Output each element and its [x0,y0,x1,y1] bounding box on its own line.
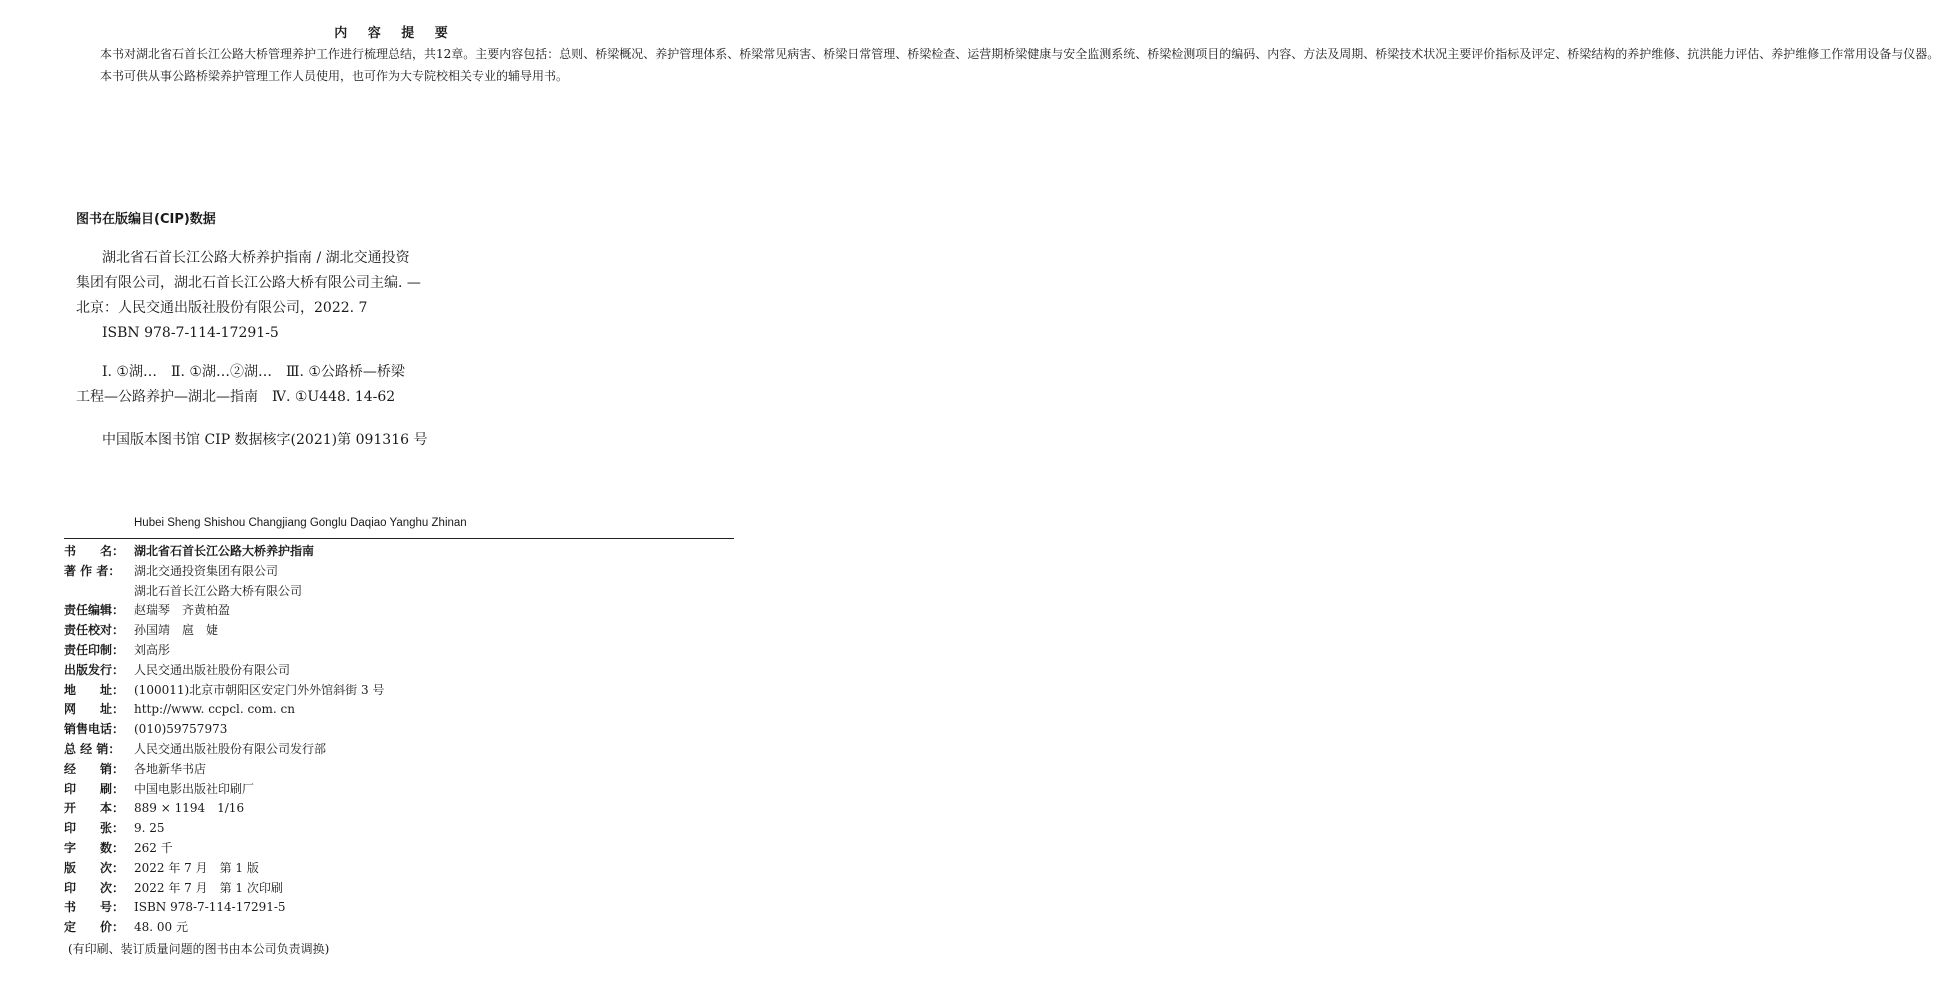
info-label: 版 次： [64,860,125,875]
info-value: 湖北交通投资集团有限公司 [134,563,279,578]
info-value: 262 千 [134,841,173,855]
info-value: 2022 年 7 月 第 1 次印刷 [134,880,283,895]
info-row [64,601,230,619]
info-label: 著 作 者： [64,563,121,578]
cip-line: 集团有限公司，湖北石首长江公路大桥有限公司主编. — [76,275,421,291]
info-value: 湖北省石首长江公路大桥养护指南 [134,544,315,558]
info-value: 赵瑞琴 齐黄柏盈 [134,603,231,618]
cip-classification: 工程—公路养护—湖北—指南 Ⅳ. ①U448. 14-62 [76,389,396,405]
info-label: 开 本： [64,801,125,816]
info-row [64,898,286,916]
info-value: http://www. ccpcl. com. cn [134,702,295,717]
info-label: 印 张： [64,821,125,836]
info-value: (010)59757973 [134,722,228,737]
cip-classification: Ⅰ. ①湖… Ⅱ. ①湖…②湖… Ⅲ. ①公路桥—桥梁 [102,364,405,380]
divider [64,538,734,539]
cip-isbn: ISBN 978-7-114-17291-5 [102,325,279,341]
info-value: 孙国靖 扈 婕 [134,623,219,638]
info-value: 2022 年 7 月 第 1 版 [134,860,259,875]
info-value: 中国电影出版社印刷厂 [134,781,255,796]
info-row [64,562,278,580]
info-row [64,720,227,738]
summary-text [76,44,1939,87]
info-row [64,681,384,699]
info-value: ISBN 978-7-114-17291-5 [134,900,286,915]
info-value: 湖北石首长江公路大桥有限公司 [134,583,303,598]
info-row [64,621,218,639]
info-value: 889 × 1194 1/16 [134,801,245,816]
info-label: 责任校对： [64,623,125,638]
info-label: 总 经 销： [64,742,121,756]
info-label: 网 址： [64,702,125,717]
info-value: (100011)北京市朝阳区安定门外外馆斜街 3 号 [134,682,385,697]
info-row [64,918,188,936]
info-row [64,700,295,718]
info-label: 地 址： [64,682,125,697]
info-label: 书 名： [64,544,125,558]
info-label: 印 刷： [64,781,125,796]
cip-verification-number: 中国版本图书馆 CIP 数据核字(2021)第 091316 号 [102,432,428,448]
quality-note: (有印刷、装订质量问题的图书由本公司负责调换) [68,942,330,956]
cip-line: 湖北省石首长江公路大桥养护指南 / 湖北交通投资 [102,250,410,266]
info-row [64,641,170,659]
summary-paragraph-2: 本书可供从事公路桥梁养护管理工作人员使用，也可作为大专院校相关专业的辅导用书。 [100,68,569,83]
info-value: 刘高彤 [134,643,171,657]
info-row [64,760,206,778]
info-label: 字 数： [64,841,125,855]
info-value: 人民交通出版社股份有限公司发行部 [134,742,327,756]
pinyin-title: Hubei Sheng Shishou Changjiang Gonglu Daqiao Yanghu Zhinan [134,517,467,529]
info-label: 经 销： [64,761,125,776]
info-row [64,780,254,798]
info-row [64,879,283,897]
info-row [64,740,326,758]
summary-title: 内 容 提 要 [334,26,456,41]
info-label: 书 号： [64,900,125,915]
info-row [64,859,259,877]
info-label: 责任编辑： [64,603,125,618]
info-row [64,819,165,837]
info-row [64,661,290,679]
info-row [64,542,314,560]
info-label: 销售电话： [64,722,125,737]
info-label: 责任印制： [64,643,125,657]
cip-heading: 图书在版编目(CIP)数据 [76,212,216,227]
info-value: 48. 00 元 [134,920,188,935]
info-row [64,839,173,857]
cip-line: 北京：人民交通出版社股份有限公司，2022. 7 [76,300,368,316]
info-row [64,799,244,817]
info-value: 人民交通出版社股份有限公司 [134,662,291,677]
info-label: 印 次： [64,880,125,895]
summary-paragraph-1: 本书对湖北省石首长江公路大桥管理养护工作进行梳理总结，共12章。主要内容包括：总则、桥梁概况、养护管理体系、桥梁常见病害、桥梁日常管理、桥梁检查、运营期桥梁健康与安全监测系统、桥梁检测项目的编码、内容、方法及周期、桥梁技术状况主要评价指标及评定、桥梁结构的养护维修、抗洪能力评估、养护维修工作常用设备与仪器。 [100,47,1939,61]
info-row [64,582,302,600]
info-value: 各地新华书店 [134,761,207,776]
info-label: 出版发行： [64,662,125,677]
info-value: 9. 25 [134,821,165,836]
info-label: 定 价： [64,920,125,935]
